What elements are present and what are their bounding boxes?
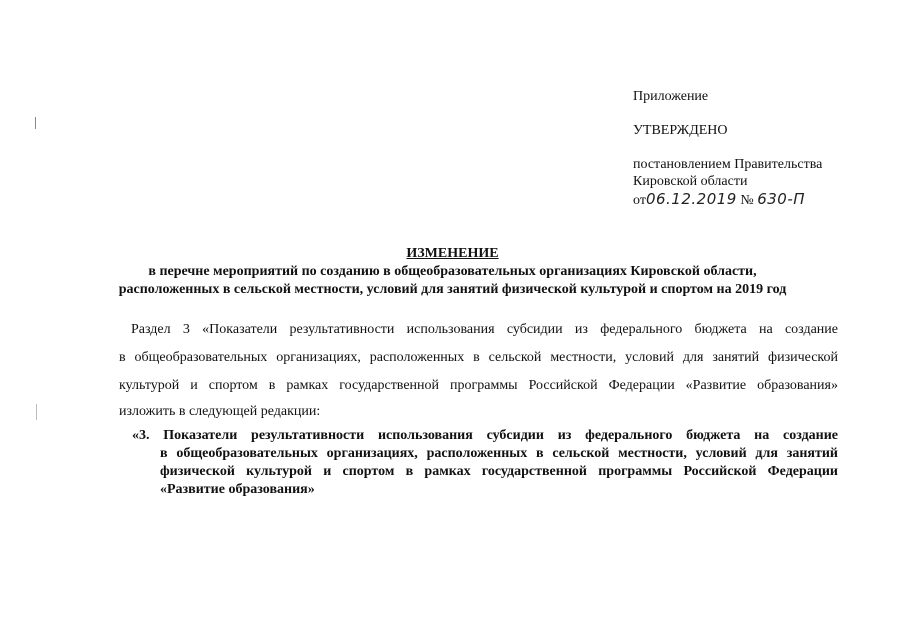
section-heading-line-3: физической культурой и спортом в рамках государственной программы Российской Федерации (160, 464, 838, 479)
title-line-1: в перечне мероприятий по созданию в общеобразовательных организациях Кировской области, (148, 264, 757, 279)
body-line-4: изложить в следующей редакции: (119, 404, 321, 419)
body-line-3: культурой и спортом в рамках государственной программы Российской Федерации «Развитие образования» (119, 378, 838, 393)
resolution-line-2: Кировской области (633, 174, 748, 189)
resolution-date-line (633, 191, 805, 209)
scan-mark (36, 404, 37, 420)
resolution-line-1: постановлением Правительства (633, 157, 823, 172)
body-line-2: в общеобразовательных организациях, расположенных в сельской местности, условий для занятий физической (119, 350, 838, 365)
body-line-1: Раздел 3 «Показатели результативности использования субсидии из федерального бюджета на создание (131, 322, 838, 337)
section-heading-line-2: в общеобразовательных организациях, расположенных в сельской местности, условий для занятий (160, 446, 838, 461)
scan-mark (35, 117, 36, 129)
handwritten-date: 06.12.2019 (645, 190, 737, 208)
document-title: ИЗМЕНЕНИЕ (406, 246, 499, 261)
appendix-label: Приложение (633, 89, 709, 104)
date-prefix: от (633, 193, 646, 208)
title-line-2: расположенных в сельской местности, условий для занятий физической культурой и спортом на 2019 год (118, 282, 787, 297)
number-sign: № (740, 193, 754, 208)
section-heading-line-1: «3. Показатели результативности использования субсидии из федерального бюджета на создание (132, 428, 838, 443)
section-heading-line-4: «Развитие образования» (160, 482, 315, 497)
handwritten-number: 630-П (757, 190, 806, 208)
approved-label: УТВЕРЖДЕНО (633, 123, 728, 138)
